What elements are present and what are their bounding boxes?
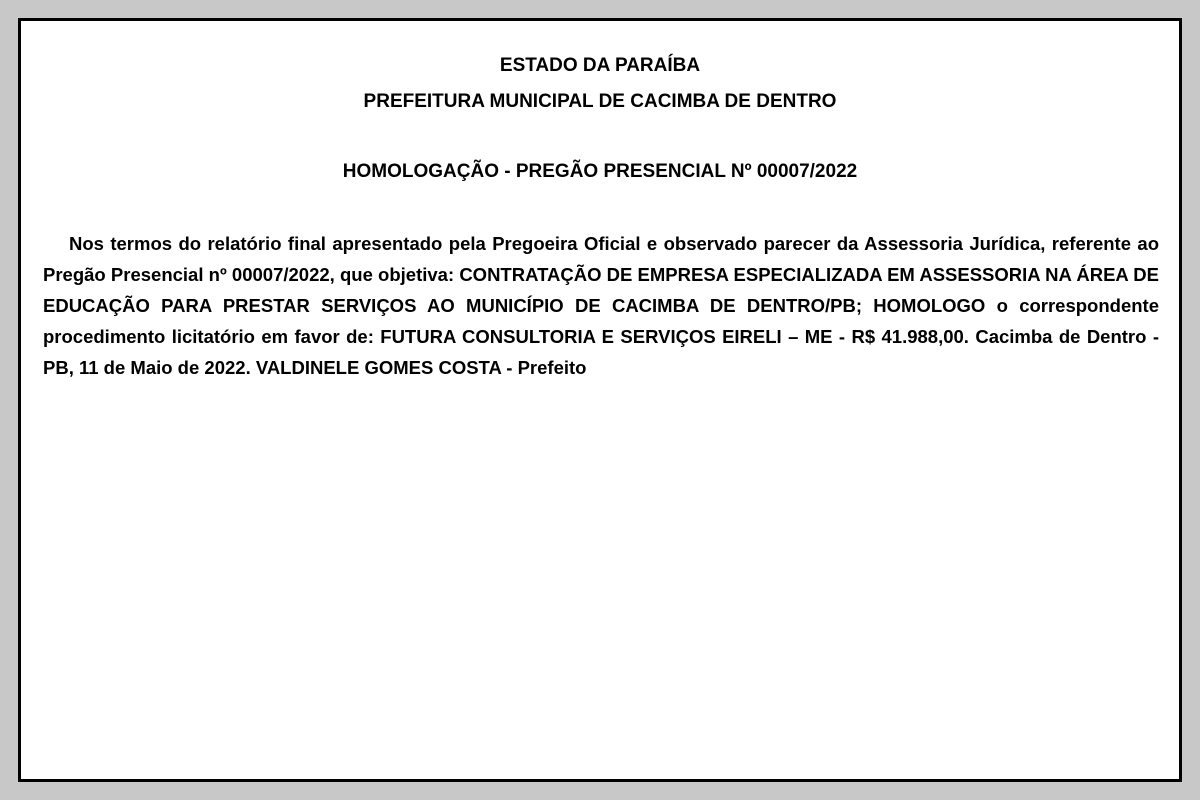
state-heading: ESTADO DA PARAÍBA: [499, 55, 701, 76]
document-title: HOMOLOGAÇÃO - PREGÃO PRESENCIAL Nº 00007/2022: [342, 161, 858, 182]
notice-document: [18, 18, 1182, 782]
notice-body-paragraph: Nos termos do relatório final apresentado pela Pregoeira Oficial e observado parecer da Assessoria Jurídica, referente ao Pregão Presencial nº 00007/2022, que objetiva: CONTRATAÇÃO DE EMPRESA ESPECIALIZADA EM ASSESSORIA NA ÁREA DE EDUCAÇÃO PARA PRESTAR SERVIÇOS AO MUNICÍPIO DE CACIMBA DE DENTRO/PB; HOMOLOGO o correspondente procedimento licitatório em favor de: FUTURA CONSULTORIA E SERVIÇOS EIRELI – ME - R$ 41.988,00. Cacimba de Dentro - PB, 11 de Maio de 2022. VALDINELE GOMES COSTA - Prefeito: [43, 233, 1159, 378]
municipality-heading: PREFEITURA MUNICIPAL DE CACIMBA DE DENTRO: [363, 91, 837, 112]
